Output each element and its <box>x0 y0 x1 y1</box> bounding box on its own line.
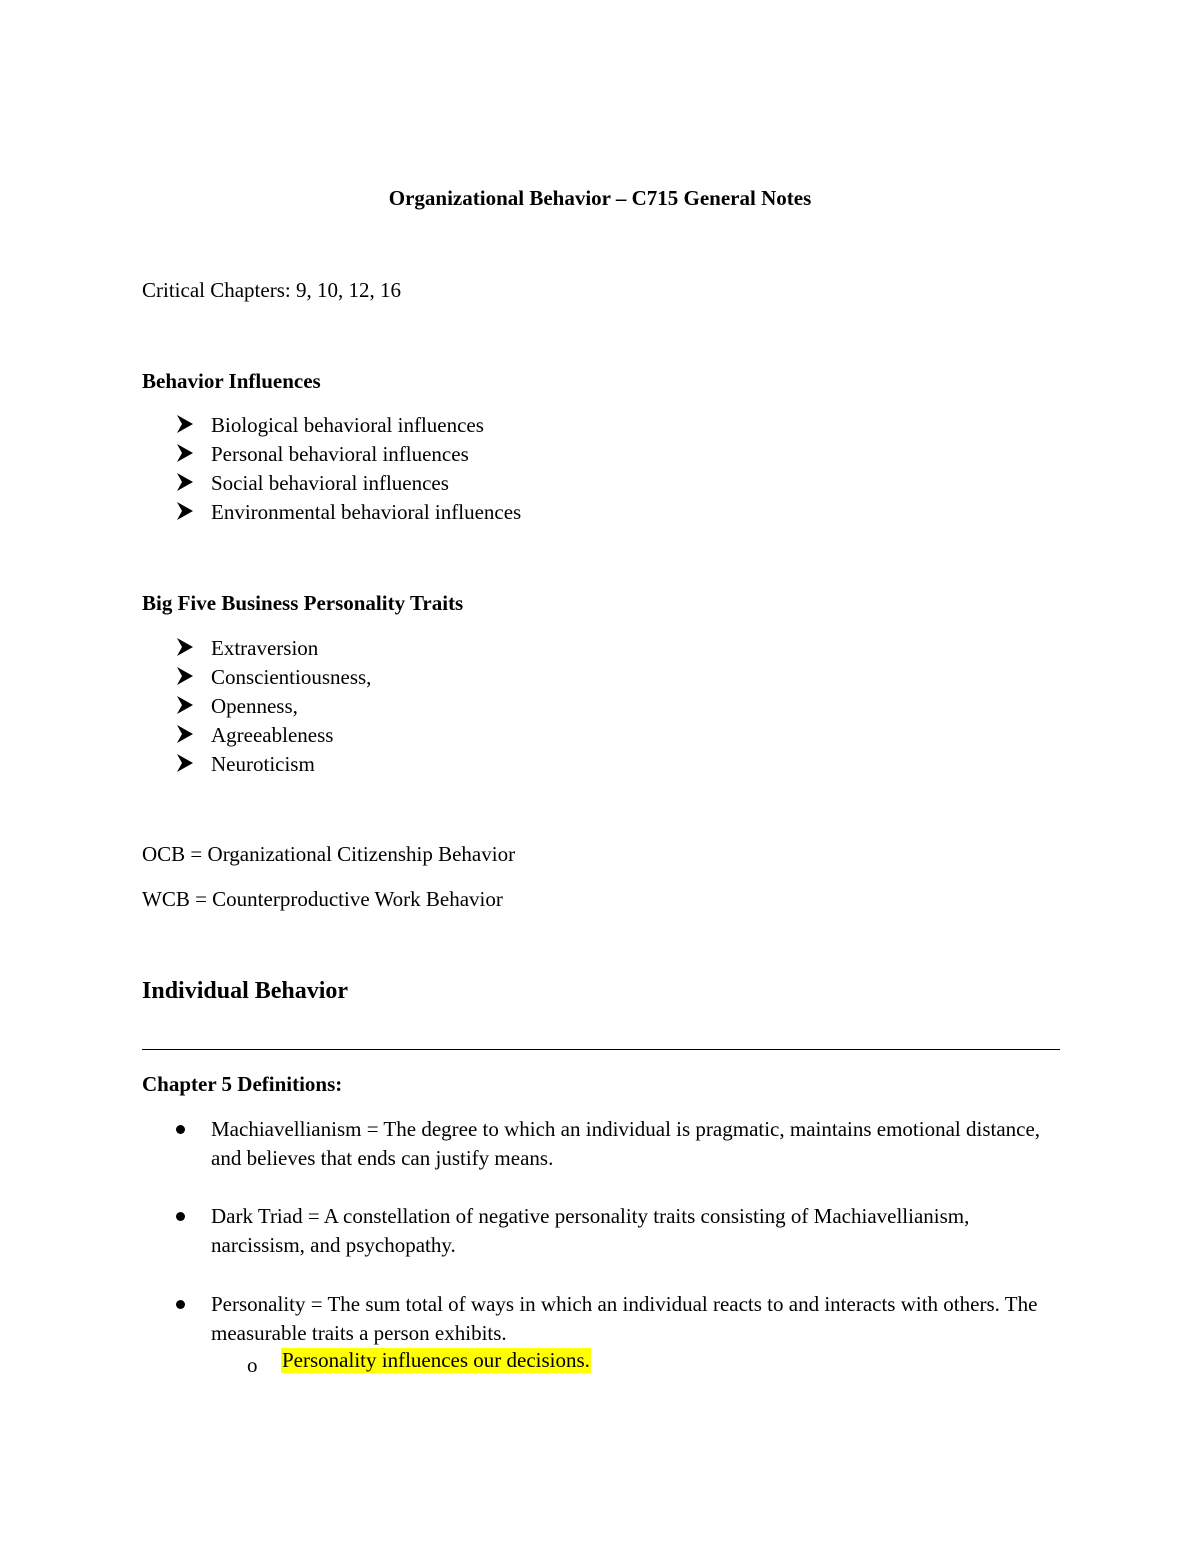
round-bullet-icon <box>176 1212 185 1221</box>
list-item-label: Openness, <box>211 694 298 718</box>
big-five-heading: Big Five Business Personality Traits <box>142 591 464 615</box>
chapter5-heading: Chapter 5 Definitions: <box>142 1072 343 1096</box>
highlighted-note: Personality influences our decisions. <box>282 1348 590 1372</box>
list-item-label: Agreeableness <box>211 723 334 747</box>
arrow-bullet-icon <box>176 414 194 434</box>
list-item-label: Neuroticism <box>211 752 315 776</box>
list-item-label: Biological behavioral influences <box>211 413 484 437</box>
round-bullet-icon <box>176 1125 185 1134</box>
arrow-bullet-icon <box>176 753 194 773</box>
list-item-label: Personal behavioral influences <box>211 442 469 466</box>
definition-machiavellianism: Machiavellianism = The degree to which an individual is pragmatic, maintains emotional distance, and believes that ends can justify means. <box>211 1117 1041 1170</box>
definition-personality: Personality = The sum total of ways in which an individual reacts to and interacts with others. The measurable traits a person exhibits. <box>211 1292 1038 1345</box>
list-item-label: Environmental behavioral influences <box>211 500 522 524</box>
ocb-definition: OCB = Organizational Citizenship Behavior <box>142 842 516 866</box>
arrow-bullet-icon <box>176 666 194 686</box>
arrow-bullet-icon <box>176 443 194 463</box>
definition-dark-triad: Dark Triad = A constellation of negative personality traits consisting of Machiavellianism, narcissism, and psychopathy. <box>211 1204 970 1257</box>
individual-behavior-heading: Individual Behavior <box>142 978 349 1004</box>
arrow-bullet-icon <box>176 637 194 657</box>
arrow-bullet-icon <box>176 724 194 744</box>
horizontal-divider <box>142 1049 1060 1050</box>
list-item-label: Extraversion <box>211 636 319 660</box>
document-title: Organizational Behavior – C715 General Notes <box>388 186 812 210</box>
circle-bullet-icon: o <box>247 1353 258 1377</box>
wcb-definition: WCB = Counterproductive Work Behavior <box>142 887 503 911</box>
round-bullet-icon <box>176 1300 185 1309</box>
arrow-bullet-icon <box>176 695 194 715</box>
critical-chapters: Critical Chapters: 9, 10, 12, 16 <box>142 278 401 302</box>
arrow-bullet-icon <box>176 472 194 492</box>
list-item-label: Social behavioral influences <box>211 471 449 495</box>
list-item-label: Conscientiousness, <box>211 665 372 689</box>
arrow-bullet-icon <box>176 501 194 521</box>
behavior-influences-heading: Behavior Influences <box>142 369 321 393</box>
